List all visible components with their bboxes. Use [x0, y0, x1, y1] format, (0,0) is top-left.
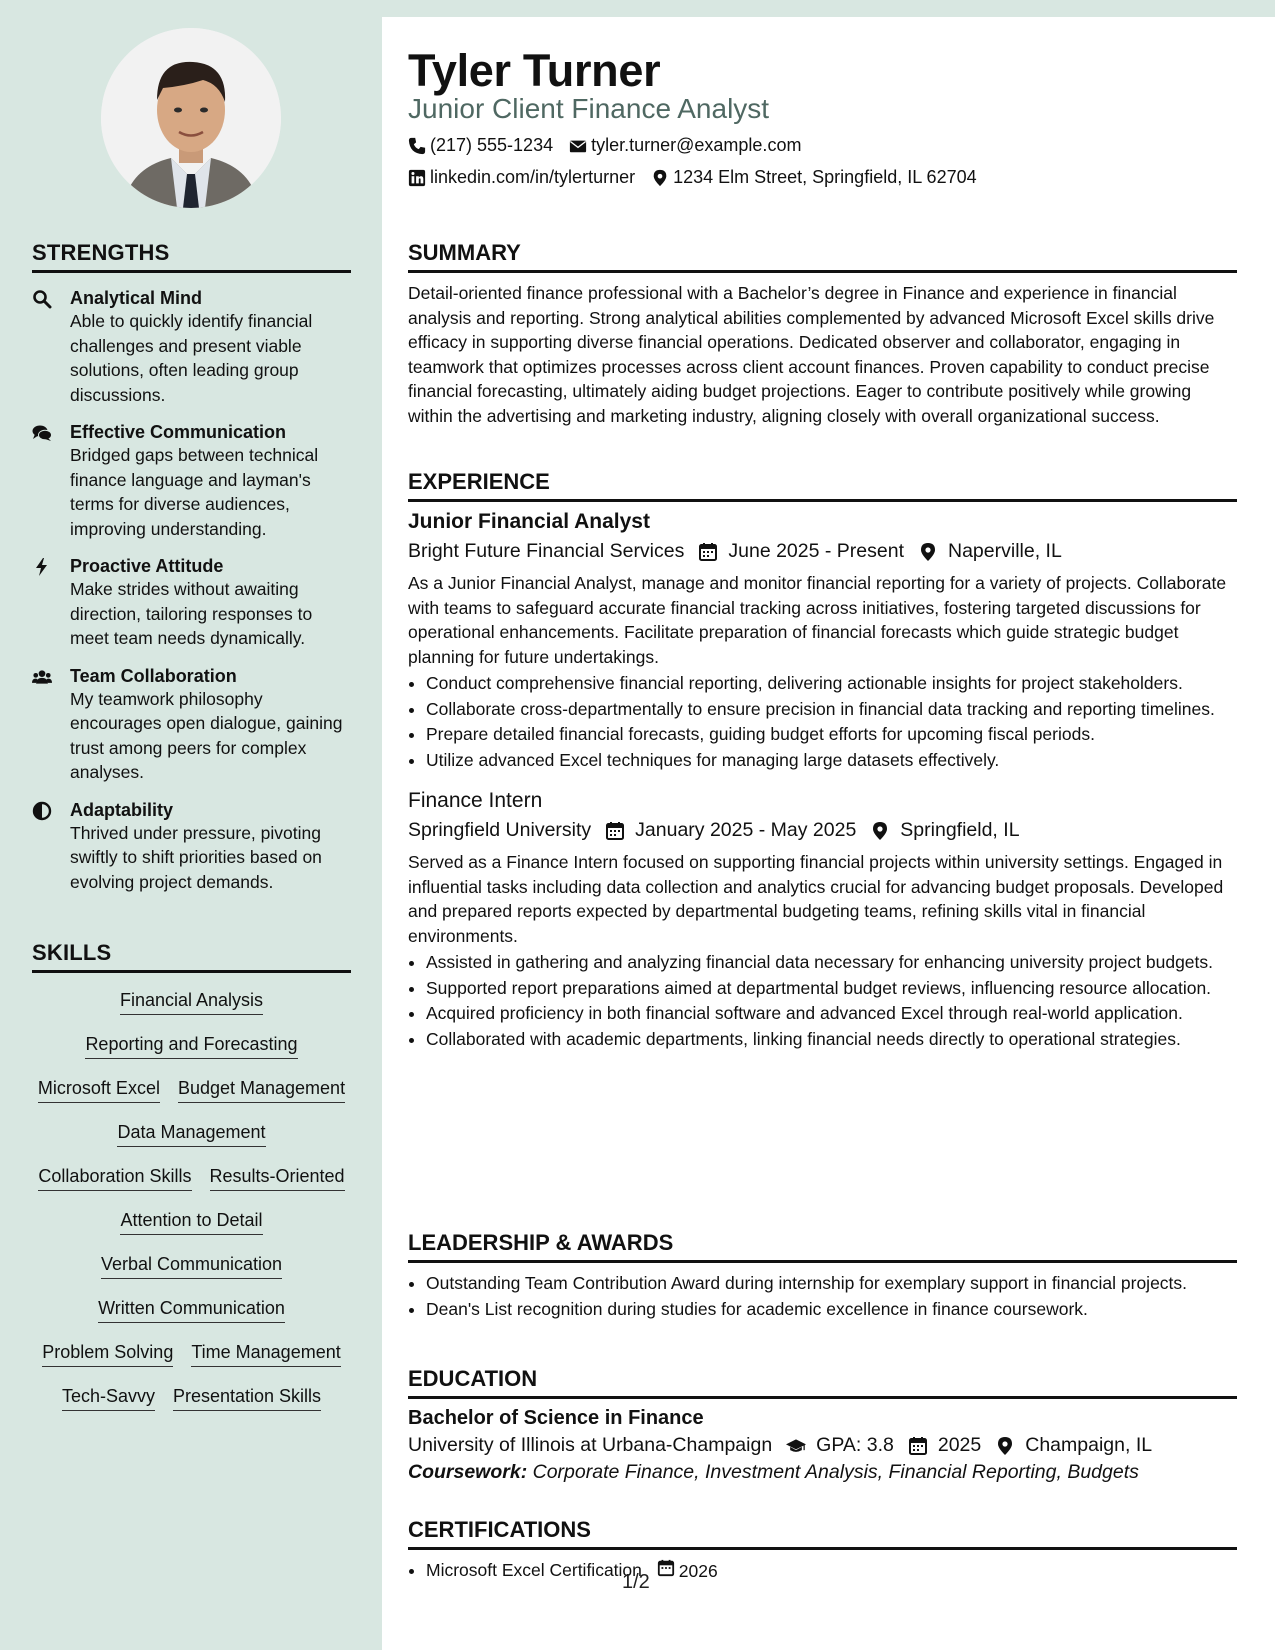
strength-item — [32, 665, 351, 785]
strength-item — [32, 555, 351, 651]
address-text: 1234 Elm Street, Springfield, IL 62704 — [673, 167, 977, 187]
list-item: • Acquired proficiency in both financial software and advanced Excel through real-world application. — [426, 1001, 1237, 1026]
summary-heading: SUMMARY — [408, 240, 1237, 273]
summary-text: Detail-oriented finance professional with a Bachelor’s degree in Finance and experience in financial analysis and reporting. Strong analytical abilities complemented by advanced Microsoft Excel skills drive efficacy in supporting diverse financial operations. Dedicated observer and collaborator, engaging in teamwork that optimizes processes across client account finances. Proven capability to conduct precise financial forecasting, ultimately aiding budget projections. Eager to contribute positively while growing within the advertising and marketing industry, aligning closely with overall organizational success. — [408, 283, 1215, 426]
envelope-icon — [569, 137, 591, 155]
strength-title: Proactive Attitude — [70, 556, 224, 576]
strength-description: Able to quickly identify financial challenges and present viable solutions, often leading group discussions. — [70, 311, 313, 405]
coursework — [408, 1461, 1237, 1484]
job-description: As a Junior Financial Analyst, manage and monitor financial reporting for a variety of projects. Collaborate with teams to safeguard accurate financial tracking across initiatives, fostering targeted discussions for operational enhancements. Facilitate preparation of financial forecasts which guide strategic budget planning for future undertakings. — [408, 573, 1227, 667]
strength-item — [32, 799, 351, 895]
list-item — [426, 1558, 1237, 1584]
certification-name: Microsoft Excel Certification — [426, 1560, 642, 1580]
strength-description: My teamwork philosophy encourages open dialogue, gaining trust among peers for complex analyses. — [70, 688, 343, 782]
search-icon — [32, 287, 70, 407]
skill-tag: Presentation Skills — [173, 1385, 321, 1411]
strength-description: Bridged gaps between technical finance language and layman's terms for diverse audiences, improving understanding. — [70, 445, 319, 539]
awards-list — [408, 1271, 1237, 1321]
graduation-cap-icon — [786, 1436, 816, 1456]
education-heading: EDUCATION — [408, 1366, 1237, 1399]
contact-row — [408, 167, 993, 188]
strength-title: Team Collaboration — [70, 665, 237, 686]
strength-item — [32, 421, 351, 541]
skill-tag: Written Communication — [98, 1297, 285, 1323]
coursework-label: Coursework: — [408, 1461, 528, 1483]
gpa-text: GPA: 3.8 — [816, 1434, 894, 1456]
strengths-heading: STRENGTHS — [32, 240, 351, 273]
half-circle-icon — [32, 799, 70, 895]
list-item: • Collaborate cross-departmentally to ensure precision in financial data tracking and reporting timelines. — [426, 697, 1237, 722]
location-pin-icon — [651, 169, 673, 187]
skill-tag: Microsoft Excel — [38, 1077, 160, 1103]
job-dates: June 2025 - Present — [728, 540, 904, 562]
skill-tag: Tech-Savvy — [62, 1385, 155, 1411]
skill-tag: Data Management — [117, 1121, 265, 1147]
school-name: University of Illinois at Urbana-Champaign — [408, 1434, 773, 1456]
strength-description: Make strides without awaiting direction, tailoring responses to meet team needs dynamically. — [70, 579, 313, 648]
phone-number[interactable]: (217) 555-1234 — [430, 135, 554, 155]
bolt-icon — [32, 555, 70, 651]
skill-tag: Collaboration Skills — [38, 1165, 191, 1191]
job-entry — [408, 510, 1237, 772]
phone-icon — [408, 137, 430, 155]
skill-tag: Attention to Detail — [120, 1209, 262, 1235]
comments-icon — [32, 421, 70, 541]
skills-list — [32, 989, 351, 1429]
calendar-icon — [698, 542, 728, 562]
graduation-year: 2025 — [937, 1434, 982, 1456]
location-pin-icon — [870, 821, 900, 841]
strength-item — [32, 287, 351, 407]
company-name: Springfield University — [408, 819, 592, 841]
users-icon — [32, 665, 70, 785]
job-bullets — [408, 671, 1237, 772]
linkedin-link[interactable]: linkedin.com/in/tylerturner — [430, 167, 636, 187]
list-item: • Prepare detailed financial forecasts, guiding budget efforts for upcoming fiscal periods. — [426, 722, 1237, 747]
location-pin-icon — [995, 1436, 1025, 1456]
job-description: Served as a Finance Intern focused on supporting financial projects within university settings. Engaged in influential tasks including data collection and analytics crucial for advancing budget proposals. Developed and prepared reports expected by departmental budgeting teams, refining skills vital in financial environments. — [408, 852, 1224, 946]
awards-section — [408, 1230, 1237, 1322]
job-location: Naperville, IL — [948, 540, 1062, 562]
school-location: Champaign, IL — [1025, 1434, 1153, 1456]
skill-tag: Budget Management — [178, 1077, 345, 1103]
linkedin-icon — [408, 169, 430, 187]
location-pin-icon — [918, 542, 948, 562]
page-number: 1/2 — [622, 1571, 650, 1593]
experience-section — [408, 469, 1237, 1052]
candidate-title: Junior Client Finance Analyst — [408, 93, 770, 124]
skill-tag: Problem Solving — [42, 1341, 173, 1367]
list-item: • Conduct comprehensive financial reporting, delivering actionable insights for project stakeholders. — [426, 671, 1237, 696]
strength-description: Thrived under pressure, pivoting swiftly to shift priorities based on evolving project demands. — [70, 822, 322, 892]
list-item: • Supported report preparations aimed at departmental budget reviews, influencing resource allocation. — [426, 976, 1237, 1001]
skill-tag: Reporting and Forecasting — [85, 1033, 297, 1059]
certifications-list — [408, 1558, 1237, 1584]
skill-tag: Time Management — [191, 1341, 340, 1367]
degree-title: Bachelor of Science in Finance — [408, 1407, 704, 1429]
calendar-icon — [908, 1436, 938, 1456]
job-location: Springfield, IL — [900, 819, 1020, 841]
email-link[interactable]: tyler.turner@example.com — [591, 135, 802, 155]
main-content — [382, 17, 1275, 1650]
strength-title: Effective Communication — [70, 422, 287, 442]
list-item: • Dean's List recognition during studies for academic excellence in finance coursework. — [426, 1297, 1237, 1322]
certification-year: 2026 — [678, 1561, 718, 1582]
coursework-list: Corporate Finance, Investment Analysis, Financial Reporting, Budgets — [532, 1461, 1139, 1483]
strengths-section — [32, 240, 351, 908]
job-meta — [408, 540, 1237, 563]
candidate-name: Tyler Turner — [408, 45, 661, 96]
job-dates: January 2025 - May 2025 — [635, 819, 857, 841]
skills-heading: SKILLS — [32, 940, 351, 973]
list-item: • Collaborated with academic departments, linking financial needs directly to operational strategies. — [426, 1027, 1237, 1052]
summary-section — [408, 240, 1237, 428]
job-meta — [408, 819, 1237, 842]
list-item: • Outstanding Team Contribution Award during internship for exemplary support in financial projects. — [426, 1271, 1237, 1296]
calendar-icon — [605, 821, 635, 841]
experience-heading: EXPERIENCE — [408, 469, 1237, 502]
job-entry — [408, 789, 1237, 1051]
calendar-icon — [657, 1559, 675, 1584]
skill-tag: Results-Oriented — [210, 1165, 345, 1191]
skill-tag: Financial Analysis — [120, 989, 263, 1015]
skills-section — [32, 940, 351, 1429]
certifications-heading: CERTIFICATIONS — [408, 1517, 1237, 1550]
job-title: Junior Financial Analyst — [408, 510, 650, 533]
skill-tag: Verbal Communication — [101, 1253, 282, 1279]
awards-heading: LEADERSHIP & AWARDS — [408, 1230, 1237, 1263]
job-title: Finance Intern — [408, 789, 543, 812]
strength-title: Adaptability — [70, 799, 174, 820]
list-item: • Assisted in gathering and analyzing financial data necessary for enhancing university project budgets. — [426, 950, 1237, 975]
company-name: Bright Future Financial Services — [408, 540, 685, 562]
education-meta — [408, 1434, 1237, 1457]
certifications-section — [408, 1517, 1237, 1585]
strength-title: Analytical Mind — [70, 288, 203, 308]
list-item: • Utilize advanced Excel techniques for managing large datasets effectively. — [426, 748, 1237, 773]
education-section — [408, 1366, 1237, 1484]
profile-photo — [101, 28, 281, 208]
sidebar — [0, 0, 382, 1650]
job-bullets — [408, 950, 1237, 1051]
contact-row — [408, 135, 817, 156]
